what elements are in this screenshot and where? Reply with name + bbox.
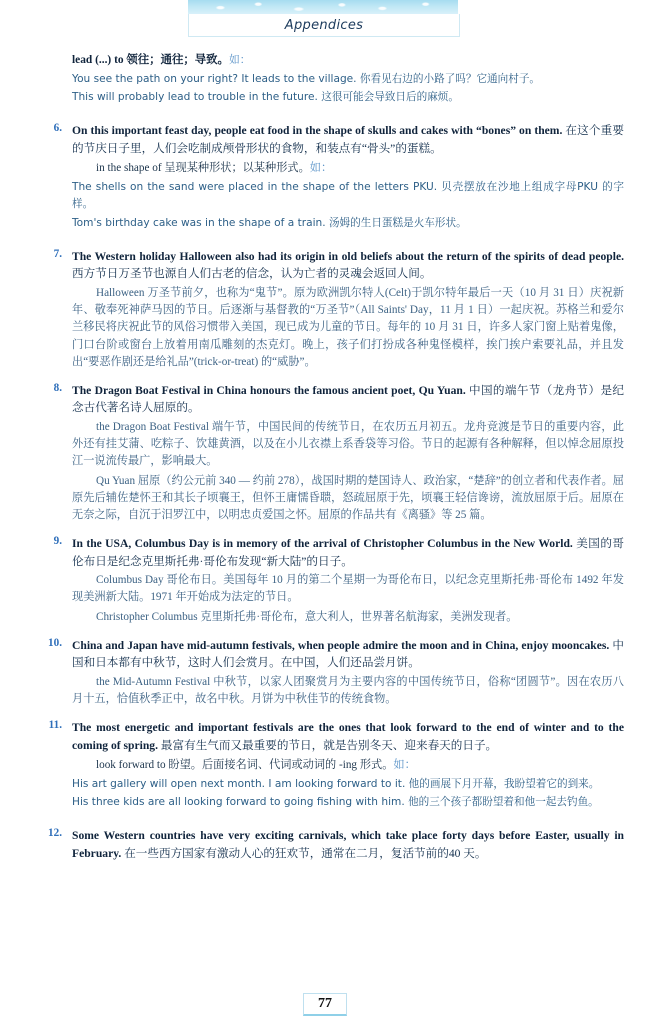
list-item-10 [0,637,650,708]
sub-definition-tag: 如： [309,162,333,175]
item-sentence-row [0,719,650,754]
item-chinese: 最富有生气而又最重要的节日，就是告别冬天、迎来春天的日子。 [160,738,498,752]
item-sentence [72,122,624,157]
sub-definition-tag: 如： [393,759,416,772]
sub-definition [0,160,650,177]
page-number-box [303,993,347,1016]
item-sentence [72,637,624,672]
example-sentence: The shells on the sand were placed in the shape of the letters PKU. 贝壳摆放在沙地上组成字母PKU 的字样。 [72,180,624,211]
document-body [0,50,650,862]
item-number: 8. [53,381,62,394]
header-title-box [188,14,460,37]
example-sentence: His three kids are all looking forward to going fishing with him. 他的三个孩子都盼望着和他一起去钓鱼。 [72,796,599,808]
page-footer [0,993,650,1016]
list-item-8 [0,382,650,524]
item-number: 6. [53,122,62,135]
explanation-paragraph: Qu Yuan 屈原（约公元前 340 — 约前 278），战国时期的楚国诗人、政治家，“楚辞”的创立者和代表作者。屈原先后辅佐楚怀王和其长子顷襄王，但怀王庸懦昏聩，怒疏屈原于先，顷襄王轻信谗谤，流放屈原于后。屈原在无奈之际，自沉于汨罗江中，以明忠贞爱国之怀。屈原的作品共有《离骚》等 25 篇。 [72,474,624,521]
sub-definition-text: in the shape of 呈现某种形状；以某种形式。 [96,162,310,175]
explanation-paragraph: Columbus Day 哥伦布日。美国每年 10 月的第二个星期一为哥伦布日，以纪念克里斯托弗·哥伦布 1492 年发现美洲新大陆。1971 年开始成为法定的节日。 [72,574,624,604]
entry-lead-to [0,52,650,106]
list-item-12 [0,827,650,862]
item-chinese: 在一些西方国家有激动人心的狂欢节，通常在二月，复活节前的40 天。 [124,846,487,860]
item-number: 12. [48,827,62,840]
item-english: The Dragon Boat Festival in China honours the famous ancient poet, Qu Yuan. [72,383,466,397]
item-sentence [72,827,624,862]
item-number: 7. [53,247,62,260]
example-sentence: His art gallery will open next month. I am looking forward to it. 他的画展下月开幕，我盼望着它的到来。 [72,777,600,790]
item-chinese: 中国和日本都有中秋节，这时人们会赏月。在中国，人们还品尝月饼。 [72,638,624,670]
explanation-paragraph: the Dragon Boat Festival 端午节，中国民间的传统节日，在农历五月初五。龙舟竞渡是节日的重要内容，此外还有挂艾蒲、吃粽子、饮雄黄酒，以及在小儿衣襟上系香袋等习俗。节日的起源有各种解释，但以悼念屈原投江一说流传最广，影响最大。 [72,420,624,468]
header-decorative-band [188,0,458,14]
item-english: The Western holiday Halloween also had its origin in old beliefs about the return of the spirits of dead people. [72,249,624,263]
item-number: 11. [48,719,62,732]
item-sentence-row [0,535,650,570]
list-item-7 [0,248,650,371]
item-number: 10. [48,636,62,649]
item-chinese: 在这个重要的节庆日子里，人们会吃制成颅骨形状的食物，和装点有“骨头”的蛋糕。 [72,124,624,155]
item-sentence-row [0,122,650,157]
list-item-6 [0,122,650,232]
item-english: In the USA, Columbus Day is in memory of the arrival of Christopher Columbus in the New World. [72,537,573,551]
list-item-11 [0,719,650,811]
item-english: On this important feast day, people eat food in the shape of skulls and cakes with “bones” on them. [72,124,563,138]
item-sentence [72,535,624,570]
item-chinese: 美国的哥伦布日是纪念克里斯托弗·哥伦布发现“新大陆”的日子。 [72,537,624,568]
item-number: 9. [53,535,62,548]
item-sentence-row [0,248,650,283]
item-sentence-row [0,637,650,672]
page-number: 77 [318,996,332,1011]
example-sentence: This will probably lead to trouble in the future. 这很可能会导致日后的麻烦。 [72,90,459,103]
item-chinese: 中国的端午节（龙舟节）是纪念古代著名诗人屈原的。 [72,383,624,415]
item-english: China and Japan have mid-autumn festivals, when people admire the moon and in China, enjoy mooncakes. [72,638,610,652]
explanation-paragraph: the Mid-Autumn Festival 中秋节，以家人团聚赏月为主要内容的中国传统节日，俗称“团圆节”。因在农历八月十五，恰值秋季正中，故名中秋。月饼为中秋佳节的传统食物。 [72,675,624,705]
sub-definition [0,757,650,774]
item-sentence [72,382,624,417]
item-sentence [72,719,624,754]
headword-line [0,52,650,70]
item-sentence-row [0,382,650,417]
item-english: Some Western countries have very exciting carnivals, which take place forty days before Easter, usually in February. [72,829,624,860]
headword-text: lead (...) to 领往；通往；导致。 [72,54,229,66]
headword-tag: 如： [228,54,251,66]
item-sentence-row [0,827,650,862]
page-title: Appendices [284,17,364,33]
sub-definition-text: look forward to 盼望。后面接名词、代词或动词的 -ing 形式。 [96,759,394,772]
example-sentence: You see the path on your right? It leads to the village. 你看见右边的小路了吗？它通向村子。 [72,72,541,85]
item-sentence [72,248,624,283]
item-chinese: 西方节日万圣节也源自人们古老的信念，认为亡者的灵魂会返回人间。 [72,267,432,281]
explanation-paragraph: Halloween 万圣节前夕，也称为“鬼节”。原为欧洲凯尔特人(Celt)于凯尔特年最后一天（10 月 31 日）庆祝新年、敬奉死神萨马因的节日。后逐渐与基督教的“万圣节”（All Saints' Day，11 月 1 日）一起庆祝。苏格兰和爱尔兰移民将庆祝此节的风俗习惯带入美国，现已成为儿童的节日。每年的 10 月 31 日，许多人家门窗上贴着鬼像，门口台阶或窗台上放着用南瓜雕刻的杰克灯。晚上，孩子们打扮成各种鬼怪模样，挨门挨户索要礼品，并且发出“要恶作剧还是给礼品”(trick-or-treat) 的“威胁”。 [72,286,624,368]
example-sentence: Tom's birthday cake was in the shape of a train. 汤姆的生日蛋糕是火车形状。 [72,216,467,229]
item-english: The most energetic and important festivals are the ones that look forward to the end of winter and to the coming of spring. [72,721,624,752]
explanation-paragraph: Christopher Columbus 克里斯托弗·哥伦布，意大利人，世界著名航海家，美洲发现者。 [96,610,518,623]
list-item-9 [0,535,650,626]
